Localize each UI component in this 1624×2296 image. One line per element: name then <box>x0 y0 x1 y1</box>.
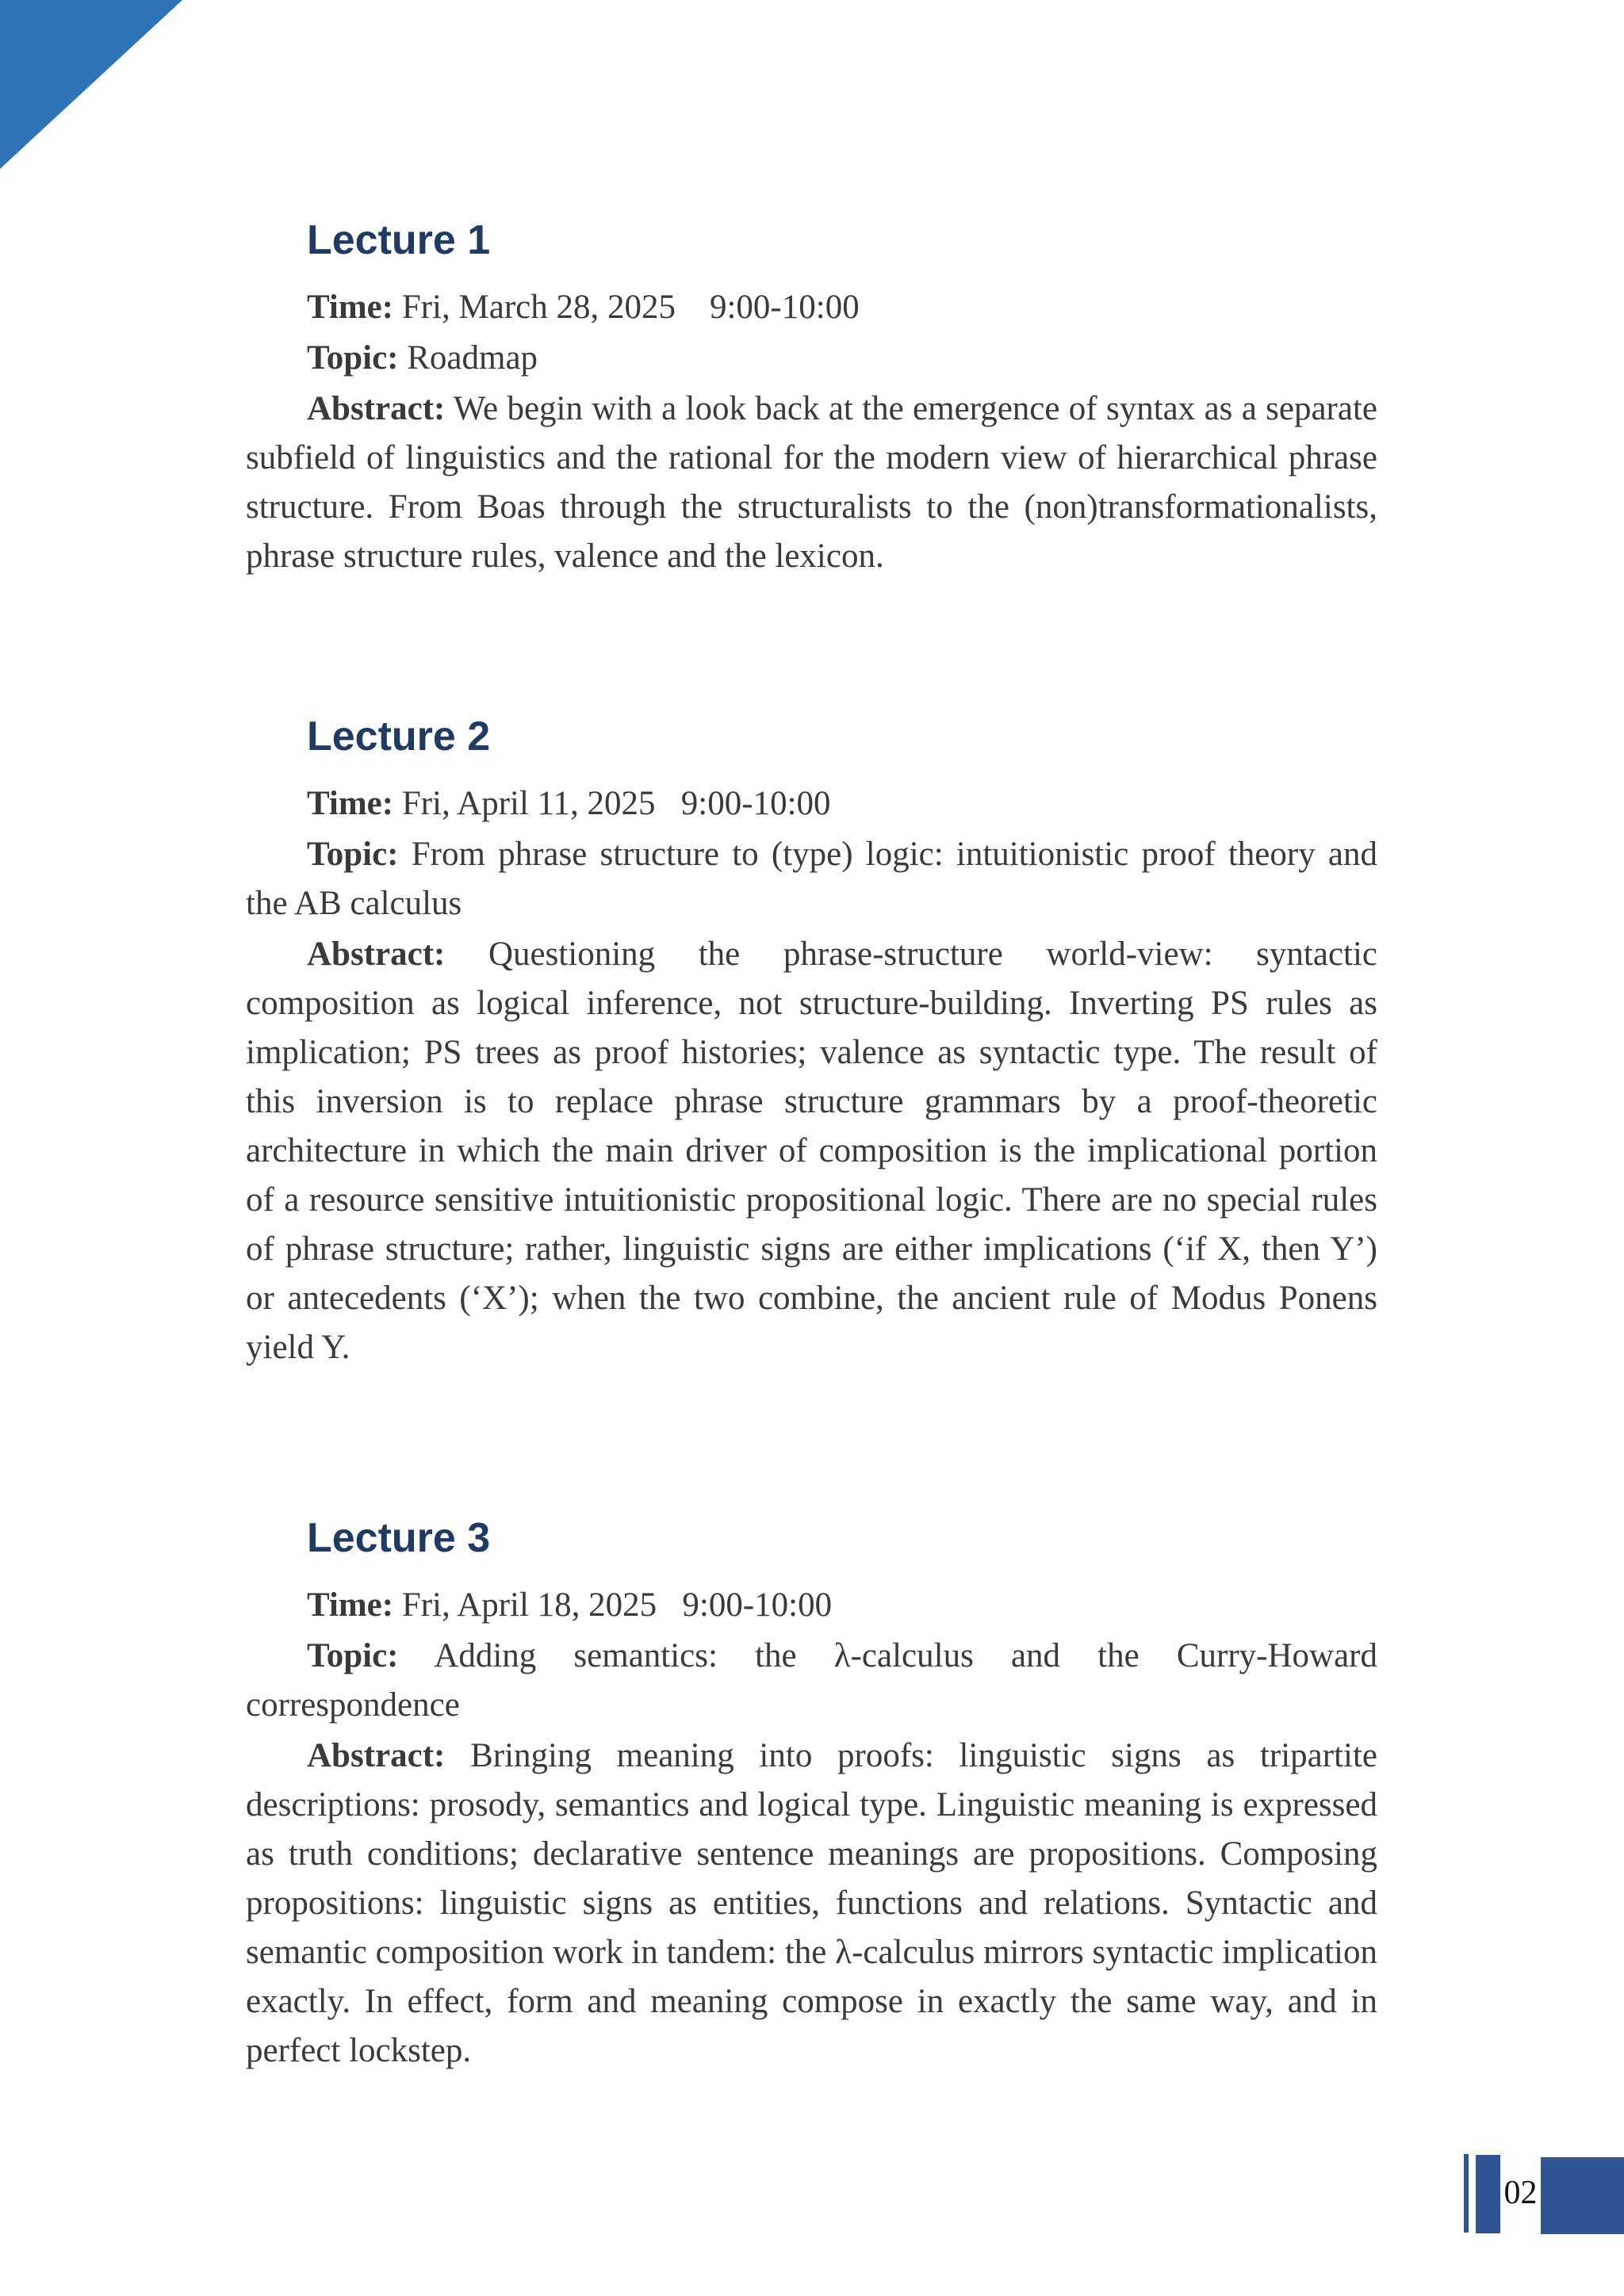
topic-label: Topic: <box>307 1637 399 1674</box>
lecture-section-2 <box>246 712 1386 1372</box>
lecture-list <box>246 216 1386 2077</box>
lecture-section-1 <box>246 216 1377 581</box>
time-label: Time: <box>307 1586 394 1624</box>
footer-thick-bar <box>1476 2155 1500 2233</box>
lecture-1-topic-row <box>246 334 1377 383</box>
footer-thin-bar <box>1464 2154 1469 2233</box>
time-value: Fri, April 18, 2025 9:00-10:00 <box>401 1586 833 1624</box>
lecture-section-3 <box>246 1513 1386 2076</box>
topic-value: From phrase structure to (type) logic: intuitionistic proof theory and the AB calculus <box>246 836 1386 922</box>
lecture-2-time-row <box>246 779 1377 828</box>
footer-corner-block <box>1541 2157 1624 2234</box>
topic-value: Adding semantics: the λ-calculus and the Curry-Howard correspondence <box>246 1637 1386 1724</box>
time-label: Time: <box>307 289 394 326</box>
lecture-1-abstract-row <box>246 385 1377 581</box>
lecture-2-topic-row <box>246 830 1386 928</box>
abstract-text: Bringing meaning into proofs: linguistic signs as tripartite descriptions: prosody, semantics and logical type. Linguistic meaning is expressed as truth conditions; declarative sentence meanings are propositions. Composing propositions: linguistic signs as entities, functions and relations. Syntactic and semantic composition work in tandem: the λ-calculus mirrors syntactic implication exactly. In effect, form and meaning compose in exactly the same way, and in perfect lockstep. <box>246 1737 1377 2069</box>
corner-triangle-decoration <box>0 0 182 169</box>
topic-label: Topic: <box>307 339 399 377</box>
time-label: Time: <box>307 785 394 822</box>
abstract-label: Abstract: <box>307 936 446 973</box>
lecture-1-title: Lecture 1 <box>307 217 491 263</box>
lecture-1-time-row <box>246 283 1377 332</box>
abstract-label: Abstract: <box>307 1737 446 1774</box>
lecture-2-title: Lecture 2 <box>307 714 491 760</box>
lecture-3-title: Lecture 3 <box>307 1515 491 1561</box>
time-value: Fri, April 11, 2025 9:00-10:00 <box>401 785 831 822</box>
abstract-text: Questioning the phrase-structure world-view: syntactic composition as logical inference, not structure-building. Inverting PS rules as implication; PS trees as proof histories; valence as syntactic type. The result of this inversion is to replace phrase structure grammars by a proof-theoretic architecture in which the main driver of composition is the implicational portion of a resource sensitive intuitionistic propositional logic. There are no special rules of phrase structure; rather, linguistic signs are either implications (‘if X, then Y’) or antecedents (‘X’); when the two combine, the ancient rule of Modus Ponens yield Y. <box>246 936 1378 1366</box>
abstract-label: Abstract: <box>307 390 446 427</box>
topic-value: Roadmap <box>407 339 538 377</box>
lecture-3-time-row <box>246 1581 1377 1630</box>
time-value: Fri, March 28, 2025 9:00-10:00 <box>401 289 860 326</box>
lecture-3-topic-row <box>246 1632 1386 1730</box>
abstract-text: We begin with a look back at the emergence of syntax as a separate subfield of linguistics and the rational for the modern view of hierarchical phrase structure. From Boas through the structuralists to the (non)transformationalists, phrase structure rules, valence and the lexicon. <box>246 390 1377 575</box>
lecture-3-abstract-row <box>246 1732 1377 2076</box>
page-number: 02 <box>1503 2175 1538 2211</box>
topic-label: Topic: <box>307 836 399 873</box>
lecture-2-abstract-row <box>246 930 1377 1372</box>
